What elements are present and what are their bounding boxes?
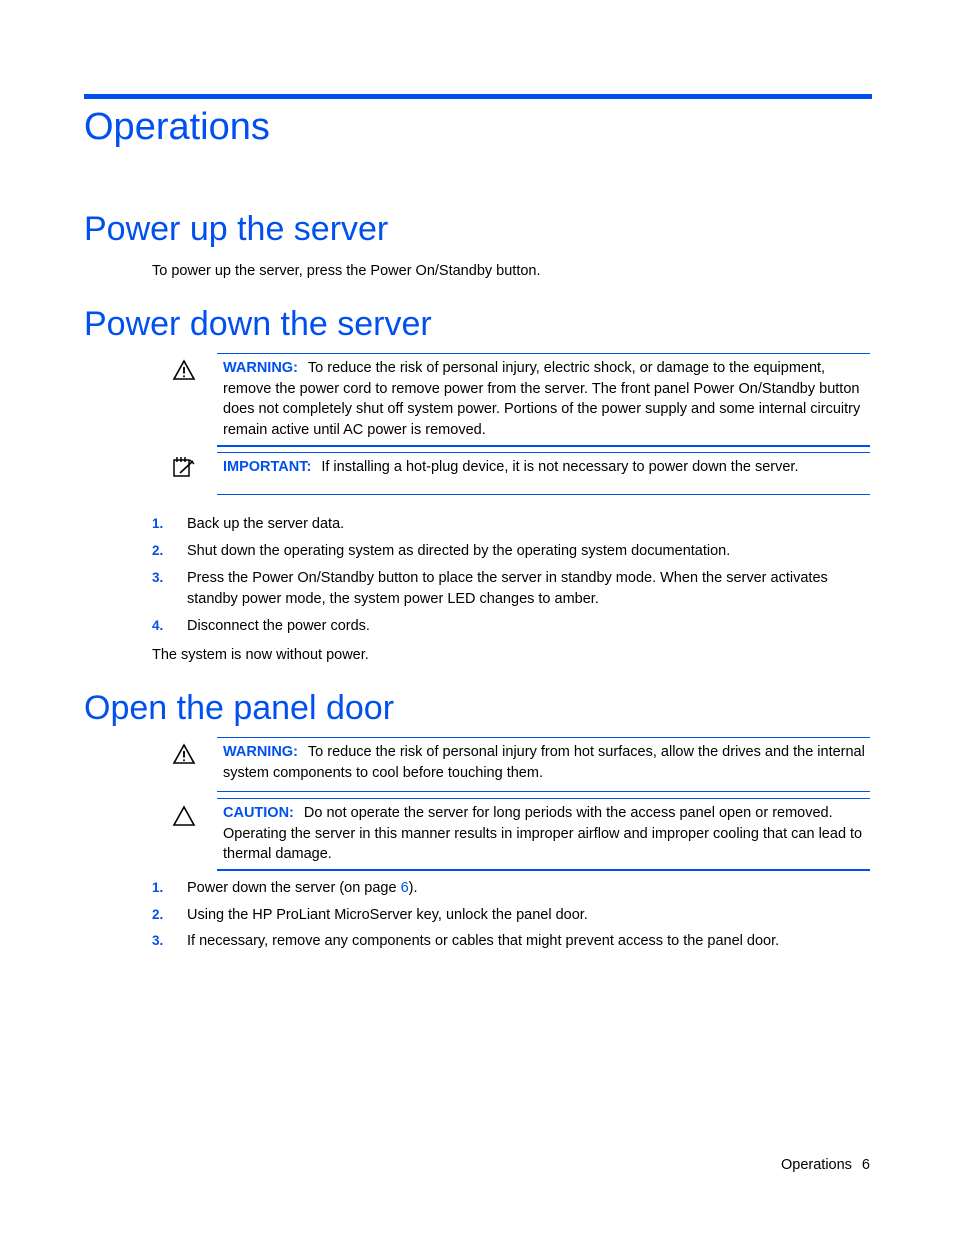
warning-icon bbox=[172, 359, 196, 381]
open-door-steps bbox=[152, 878, 872, 952]
important-label: IMPORTANT: bbox=[223, 459, 312, 475]
warning-notice-power-down bbox=[217, 353, 870, 447]
page-link[interactable]: 6 bbox=[400, 880, 409, 896]
page-title: Operations bbox=[84, 106, 270, 148]
title-rule bbox=[84, 94, 872, 99]
caution-text: Do not operate the server for long periods with the access panel open or removed. Operating the server in this manner results in improper airflow and improper cooling that can lead to thermal damage. bbox=[223, 805, 863, 863]
page-number: 6 bbox=[861, 1157, 870, 1173]
list-item: 3. If necessary, remove any components or cables that might prevent access to the panel door. bbox=[152, 933, 780, 949]
warning-icon bbox=[172, 743, 196, 765]
caution-notice bbox=[217, 798, 870, 871]
warning-label: WARNING: bbox=[223, 360, 298, 376]
important-notice bbox=[217, 452, 870, 495]
important-icon bbox=[172, 456, 196, 478]
warning-label: WARNING: bbox=[223, 744, 298, 760]
warning-text: To reduce the risk of personal injury from hot surfaces, allow the drives and the internal system components to cool before touching them. bbox=[223, 744, 865, 781]
footer-section: Operations bbox=[780, 1157, 852, 1173]
caution-icon bbox=[172, 805, 196, 827]
list-item: 1. Power down the server (on page 6). bbox=[152, 880, 418, 896]
list-item: 2. Using the HP ProLiant MicroServer key, unlock the panel door. bbox=[152, 906, 588, 923]
warning-notice-panel-door bbox=[217, 737, 870, 792]
heading-power-up: Power up the server bbox=[84, 210, 389, 248]
important-text: If installing a hot-plug device, it is not necessary to power down the server. bbox=[321, 459, 799, 475]
power-down-after-text: The system is now without power. bbox=[152, 647, 369, 663]
list-item: 4. Disconnect the power cords. bbox=[152, 617, 370, 634]
caution-label: CAUTION: bbox=[223, 805, 294, 821]
list-item: 2. Shut down the operating system as directed by the operating system documentation. bbox=[152, 543, 731, 559]
power-up-text: To power up the server, press the Power On/Standby button. bbox=[152, 263, 541, 279]
page-footer bbox=[771, 1157, 870, 1173]
warning-text: To reduce the risk of personal injury, electric shock, or damage to the equipment, remove the power cord to remove power from the server. The front panel Power On/Standby button does not completely shut off system power. Portions of the power supply and some internal circuitry remain active until AC power is removed. bbox=[223, 360, 861, 439]
heading-power-down: Power down the server bbox=[84, 305, 432, 343]
power-down-steps bbox=[152, 514, 872, 636]
list-item: 1. Back up the server data. bbox=[152, 516, 345, 532]
heading-open-panel-door: Open the panel door bbox=[84, 689, 395, 727]
list-item: 3. Press the Power On/Standby button to place the server in standby mode. When the server activates standby power mode, the system power LED changes to amber. bbox=[152, 570, 828, 607]
